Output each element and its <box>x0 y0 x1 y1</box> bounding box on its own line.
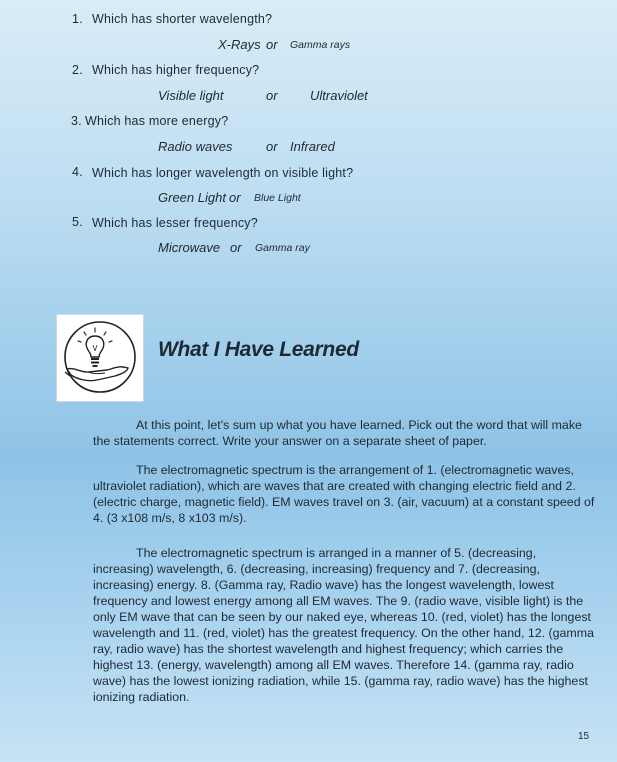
question-3-text: Which has more energy? <box>85 114 229 128</box>
question-4-number: 4. <box>72 165 83 179</box>
question-2-option-a: Visible light <box>158 88 224 103</box>
question-5-option-a: Microwave <box>158 240 221 255</box>
paragraph-spectrum-order <box>93 545 597 705</box>
question-3-option-a: Radio waves <box>158 139 233 154</box>
page-number: 15 <box>578 731 590 742</box>
question-4-option-b: Blue Light <box>254 192 301 204</box>
paragraph-spectrum-order-text: The electromagnetic spectrum is arranged in a manner of 5. (decreasing, increasing) wavelength, 6. (decreasing, increasing) frequency and 7. (decreasing, increasing) energy. 8. (Gamma ray, Radio wave) has the longest wavelength, lowest frequency and lowest energy among all EM waves. The 9. (radio wave, visible light) is the only EM wave that can be seen by our naked eye, whereas 10. (red, violet) has the longest wavelength and 11. (red, violet) has the greatest frequency. On the other hand, 12. (gamma ray, radio wave) has the shortest wavelength and highest frequency; which carries the highest 13. (energy, wavelength) among all EM waves. Therefore 14. (gamma ray, radio wave) has the lowest ionizing radiation, while 15. (gamma ray, radio wave) has the highest ionizing radiation. <box>93 546 594 704</box>
paragraph-spectrum-arrangement <box>93 462 597 526</box>
question-3-option-b: Infrared <box>290 139 335 154</box>
question-4-text: Which has longer wavelength on visible light? <box>92 166 354 180</box>
question-5-text: Which has lesser frequency? <box>92 216 258 230</box>
question-1-option-b: Gamma rays <box>290 39 351 51</box>
question-2-option-b: Ultraviolet <box>310 88 368 103</box>
question-2-number: 2. <box>72 63 83 77</box>
lightbulb-in-hand-icon <box>57 315 143 401</box>
section-icon-box <box>56 314 144 402</box>
instruction-text: At this point, let's sum up what you have learned. Pick out the word that will make the statements correct. Write your answer on a separate sheet of paper. <box>93 418 582 448</box>
paragraph-spectrum-arrangement-text: The electromagnetic spectrum is the arrangement of 1. (electromagnetic waves, ultraviolet radiation), which are waves that are created with changing electric field and 2. (electric charge, magnetic field). EM waves travel on 3. (air, vacuum) at a constant speed of 4. (3 x108 m/s, 8 x103 m/s). <box>93 463 595 525</box>
question-1-or: or <box>266 37 278 52</box>
section-title: What I Have Learned <box>158 338 359 361</box>
question-1-text: Which has shorter wavelength? <box>92 12 273 26</box>
question-4-option-a: Green Light <box>158 190 226 205</box>
question-3-number: 3. <box>71 114 82 128</box>
instruction-paragraph <box>93 417 597 449</box>
question-2-or: or <box>266 88 278 103</box>
question-5-or: or <box>230 240 242 255</box>
question-4-or: or <box>229 190 241 205</box>
question-1-number: 1. <box>72 12 83 26</box>
question-5-option-b: Gamma ray <box>255 242 310 254</box>
question-5-number: 5. <box>72 215 83 229</box>
question-2-text: Which has higher frequency? <box>92 63 260 77</box>
question-1-option-a: X-Rays <box>218 37 261 52</box>
question-3-or: or <box>266 139 278 154</box>
